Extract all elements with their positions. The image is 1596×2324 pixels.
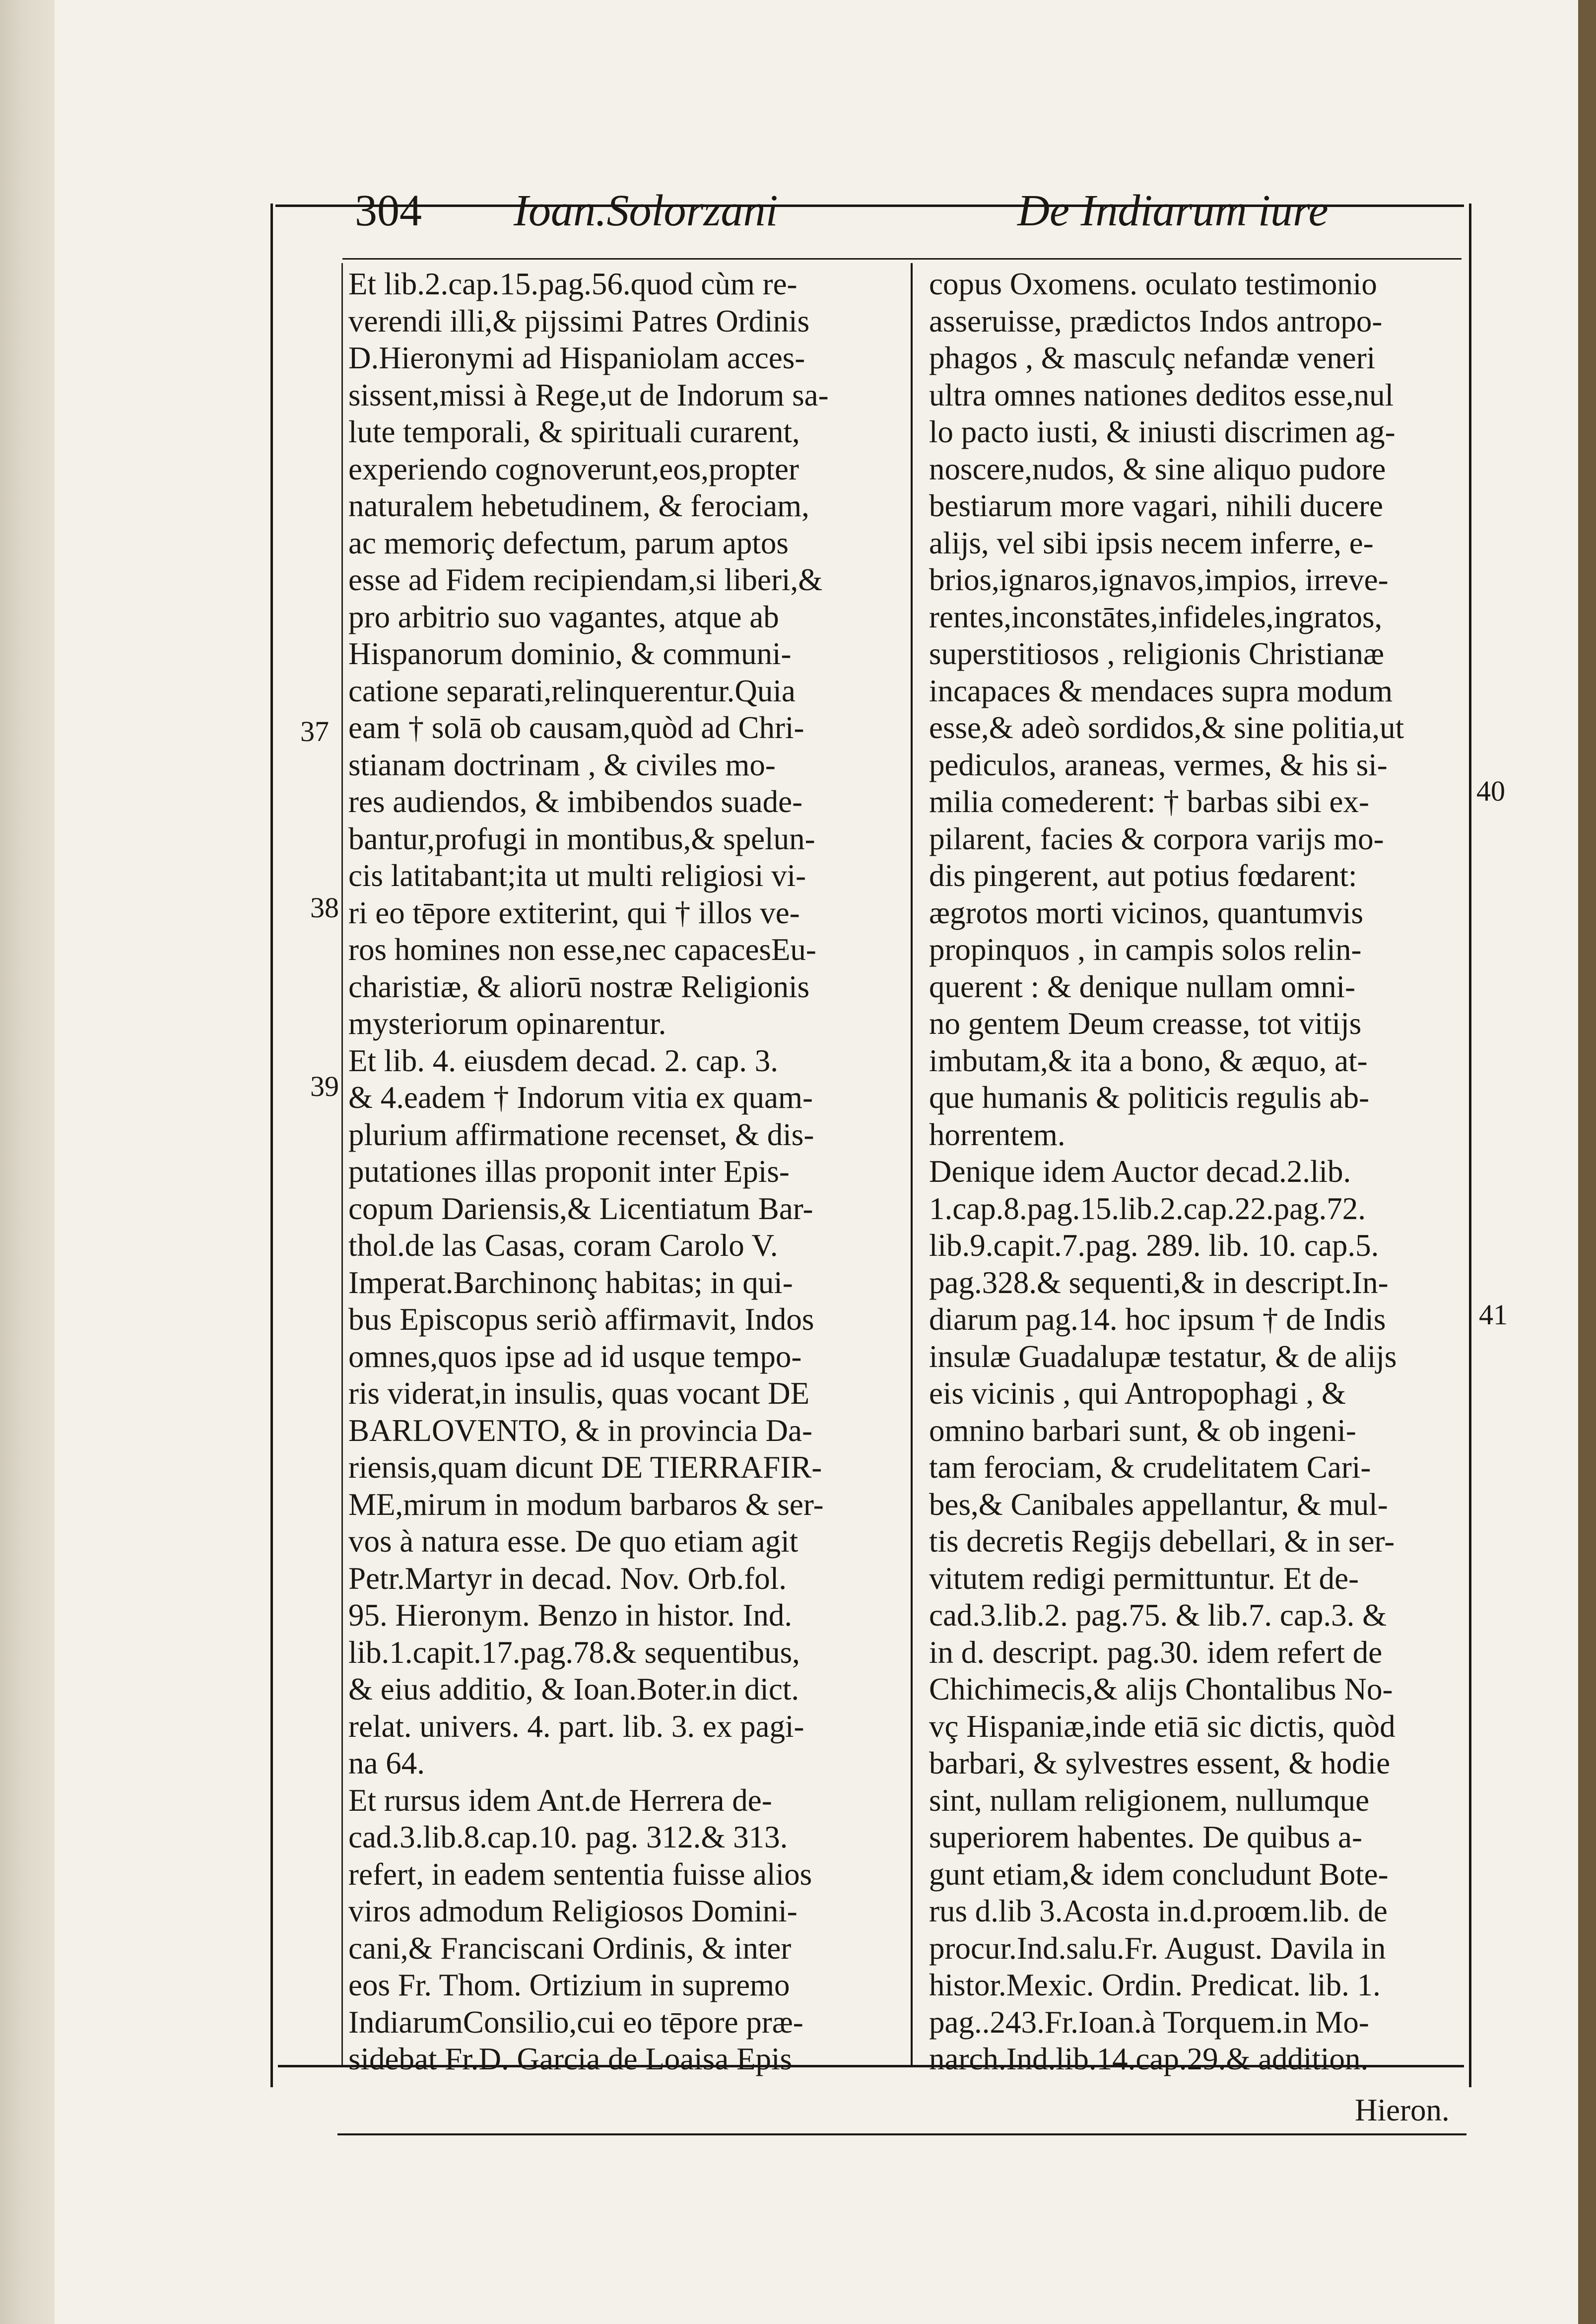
right-column-line: histor.Mexic. Ordin. Predicat. lib. 1. — [929, 1968, 1381, 2002]
right-column-line: Chichimecis,& alijs Chontalibus No- — [929, 1672, 1393, 1707]
left-column-line: & 4.eadem † Indorum vitia ex quam- — [348, 1080, 813, 1115]
catchword: Hieron. — [1355, 2093, 1450, 2127]
left-column-line: ME,mirum in modum barbaros & ser- — [348, 1487, 824, 1522]
margin-number-39: 39 — [310, 1070, 339, 1102]
header-bottom-rule — [342, 258, 1462, 260]
left-column-line: ac memoriç defectum, parum aptos — [348, 525, 789, 560]
right-column-line: narch.Ind.lib.14.cap.29.& addition. — [929, 2042, 1369, 2076]
left-column-line: naturalem hebetudinem, & ferociam, — [348, 488, 809, 523]
left-column-line: Et rursus idem Ant.de Herrera de- — [348, 1782, 772, 1818]
book-page-stack — [0, 0, 55, 2324]
right-column-line: querent : & denique nullam omni- — [929, 969, 1356, 1004]
right-column-line: rentes,inconstātes,infideles,ingratos, — [929, 599, 1383, 634]
left-column-line: ris viderat,in insulis, quas vocant DE — [348, 1376, 810, 1411]
right-column-line: bes,& Canibales appellantur, & mul- — [929, 1487, 1388, 1522]
left-column-line: stianam doctrinam , & civiles mo- — [348, 747, 776, 782]
left-column-line: putationes illas proponit inter Epis- — [348, 1154, 790, 1189]
left-column-line: mysteriorum opinarentur. — [348, 1006, 666, 1041]
left-column-line: verendi illi,& pijssimi Patres Ordinis — [348, 303, 810, 339]
right-column-line: gunt etiam,& idem concludunt Bote- — [929, 1856, 1389, 1892]
right-column-line: incapaces & mendaces supra modum — [929, 673, 1393, 708]
left-column-line: cani,& Franciscani Ordinis, & inter — [348, 1930, 792, 1966]
left-column-line: res audiendos, & imbibendos suade- — [348, 784, 803, 819]
left-column-line: charistiæ, & aliorū nostræ Religionis — [348, 969, 810, 1004]
left-column-line: relat. univers. 4. part. lib. 3. ex pagi- — [348, 1709, 804, 1744]
right-column-line: cad.3.lib.2. pag.75. & lib.7. cap.3. & — [929, 1598, 1387, 1633]
footer-rule-double — [337, 2133, 1466, 2135]
right-column-line: copus Oxomens. oculato testimonio — [929, 267, 1377, 301]
left-column-line: Petr.Martyr in decad. Nov. Orb.fol. — [348, 1561, 787, 1596]
left-column-line: copum Dariensis,& Licentiatum Bar- — [348, 1191, 813, 1226]
right-column-line: eis vicinis , qui Antropophagi , & — [929, 1376, 1346, 1411]
left-column-line: esse ad Fidem recipiendam,si liberi,& — [348, 562, 823, 597]
right-column-line: omnino barbari sunt, & ob ingeni- — [929, 1413, 1356, 1448]
right-column-line: tis decretis Regijs debellari, & in ser- — [929, 1524, 1395, 1559]
left-column-rule — [341, 263, 343, 2065]
margin-number-40: 40 — [1476, 775, 1505, 807]
right-column-line: pilarent, facies & corpora varijs mo- — [929, 821, 1384, 856]
right-column-line: superstitiosos , religionis Christianæ — [929, 636, 1385, 671]
right-column-line: pag.328.& sequenti,& in descript.In- — [929, 1265, 1389, 1300]
left-column-line: refert, in eadem sententia fuisse alios — [348, 1856, 812, 1892]
right-column-line: brios,ignaros,ignavos,impios, irreve- — [929, 562, 1389, 597]
left-column-line: omnes,quos ipse ad id usque tempo- — [348, 1339, 802, 1374]
left-column-line: na 64. — [348, 1746, 425, 1780]
margin-number-37: 37 — [300, 715, 329, 748]
left-column-line: plurium affirmatione recenset, & dis- — [348, 1117, 814, 1152]
left-column-line: bus Episcopus seriò affirmavit, Indos — [348, 1302, 814, 1337]
left-column-line: cis latitabant;ita ut multi religiosi vi- — [348, 858, 806, 893]
left-column-line: eam † solā ob causam,quòd ad Chri- — [348, 710, 804, 745]
left-column-line: eos Fr. Thom. Ortizium in supremo — [348, 1968, 790, 2002]
right-text-column — [929, 266, 1460, 2078]
left-column-line: pro arbitrio suo vagantes, atque ab — [348, 599, 779, 634]
right-column-line: procur.Ind.salu.Fr. August. Davila in — [929, 1930, 1386, 1966]
left-column-line: BARLOVENTO, & in provincia Da- — [348, 1413, 812, 1448]
right-column-line: pediculos, araneas, vermes, & his si- — [929, 747, 1388, 782]
right-column-line: bestiarum more vagari, nihili ducere — [929, 488, 1383, 523]
left-column-line: sissent,missi à Rege,ut de Indorum sa- — [348, 377, 829, 412]
left-column-line: bantur,profugi in montibus,& spelun- — [348, 821, 815, 856]
right-column-line: barbari, & sylvestres essent, & hodie — [929, 1746, 1391, 1780]
right-column-line: lo pacto iusti, & iniusti discrimen ag- — [929, 414, 1396, 449]
right-column-line: milia comederent: † barbas sibi ex- — [929, 784, 1369, 819]
margin-number-41: 41 — [1479, 1299, 1508, 1331]
right-column-line: insulæ Guadalupæ testatur, & de alijs — [929, 1339, 1397, 1374]
left-column-line: lute temporali, & spirituali curarent, — [348, 414, 800, 449]
left-column-line: ros homines non esse,nec capacesEu- — [348, 932, 816, 967]
right-column-line: vitutem redigi permittuntur. Et de- — [929, 1561, 1359, 1596]
right-column-line: vç Hispaniæ,inde etiā sic dictis, quòd — [929, 1709, 1396, 1744]
left-column-line: Imperat.Barchinonç habitas; in qui- — [348, 1265, 793, 1300]
right-column-line: Denique idem Auctor decad.2.lib. — [929, 1154, 1351, 1189]
right-column-line: in d. descript. pag.30. idem refert de — [929, 1635, 1383, 1670]
left-column-line: D.Hieronymi ad Hispaniolam acces- — [348, 341, 805, 375]
left-column-line: IndiarumConsilio,cui eo tēpore præ- — [348, 2004, 803, 2040]
right-column-line: noscere,nudos, & sine aliquo pudore — [929, 451, 1386, 486]
left-column-line: Et lib.2.cap.15.pag.56.quod cùm re- — [348, 267, 798, 301]
left-column-line: lib.1.capit.17.pag.78.& sequentibus, — [348, 1635, 800, 1670]
right-column-line: sint, nullam religionem, nullumque — [929, 1782, 1370, 1818]
right-column-line: tam ferociam, & crudelitatem Cari- — [929, 1450, 1371, 1485]
right-column-line: ultra omnes nationes deditos esse,nul — [929, 377, 1394, 412]
book-cover-edge — [1578, 0, 1596, 2324]
right-column-line: propinquos , in campis solos relin- — [929, 932, 1362, 967]
right-column-line: ægrotos morti vicinos, quantumvis — [929, 895, 1363, 930]
right-column-line: no gentem Deum creasse, tot vitijs — [929, 1006, 1362, 1041]
right-column-line: horrentem. — [929, 1117, 1065, 1152]
right-column-line: rus d.lib 3.Acosta in.d.proœm.lib. de — [929, 1894, 1388, 1928]
right-column-line: lib.9.capit.7.pag. 289. lib. 10. cap.5. — [929, 1228, 1379, 1263]
right-column-line: alijs, vel sibi ipsis necem inferre, e- — [929, 525, 1374, 560]
right-column-line: esse,& adeò sordidos,& sine politia,ut — [929, 710, 1404, 745]
left-column-line: viros admodum Religiosos Domini- — [348, 1894, 798, 1928]
left-column-line: ri eo tēpore extiterint, qui † illos ve- — [348, 895, 800, 930]
margin-number-38: 38 — [310, 891, 339, 924]
left-column-line: Hispanorum dominio, & communi- — [348, 636, 792, 671]
left-column-line: 95. Hieronym. Benzo in histor. Ind. — [348, 1598, 793, 1633]
right-column-line: dis pingerent, aut potius fœdarent: — [929, 858, 1357, 893]
page-number: 304 — [355, 186, 422, 235]
left-column-line: thol.de las Casas, coram Carolo V. — [348, 1228, 778, 1263]
running-title-left: Ioan.Solorzani — [514, 186, 778, 235]
right-column-line: asseruisse, prædictos Indos antropo- — [929, 303, 1383, 339]
left-column-line: vos à natura esse. De quo etiam agit — [348, 1524, 798, 1559]
left-column-line: experiendo cognoverunt,eos,propter — [348, 451, 799, 486]
left-column-line: catione separati,relinquerentur.Quia — [348, 673, 796, 708]
running-title-right: De Indiarum iure — [1017, 186, 1329, 235]
left-column-line: sidebat Fr.D. Garcia de Loaisa Epis — [348, 2042, 792, 2076]
right-column-line: pag..243.Fr.Ioan.à Torquem.in Mo- — [929, 2004, 1369, 2040]
left-text-column — [348, 266, 879, 2078]
right-column-line: 1.cap.8.pag.15.lib.2.cap.22.pag.72. — [929, 1191, 1366, 1226]
left-column-line: riensis,quam dicunt DE TIERRAFIR- — [348, 1450, 822, 1485]
right-column-line: phagos , & masculç nefandæ veneri — [929, 341, 1376, 375]
left-column-line: cad.3.lib.8.cap.10. pag. 312.& 313. — [348, 1820, 788, 1854]
right-column-line: superiorem habentes. De quibus a- — [929, 1820, 1362, 1854]
right-column-line: imbutam,& ita a bono, & æquo, at- — [929, 1043, 1368, 1078]
column-divider — [911, 263, 913, 2065]
right-column-line: diarum pag.14. hoc ipsum † de Indis — [929, 1302, 1386, 1337]
right-column-line: que humanis & politicis regulis ab- — [929, 1080, 1370, 1115]
left-column-line: & eius additio, & Ioan.Boter.in dict. — [348, 1672, 799, 1707]
left-column-line: Et lib. 4. eiusdem decad. 2. cap. 3. — [348, 1043, 779, 1078]
